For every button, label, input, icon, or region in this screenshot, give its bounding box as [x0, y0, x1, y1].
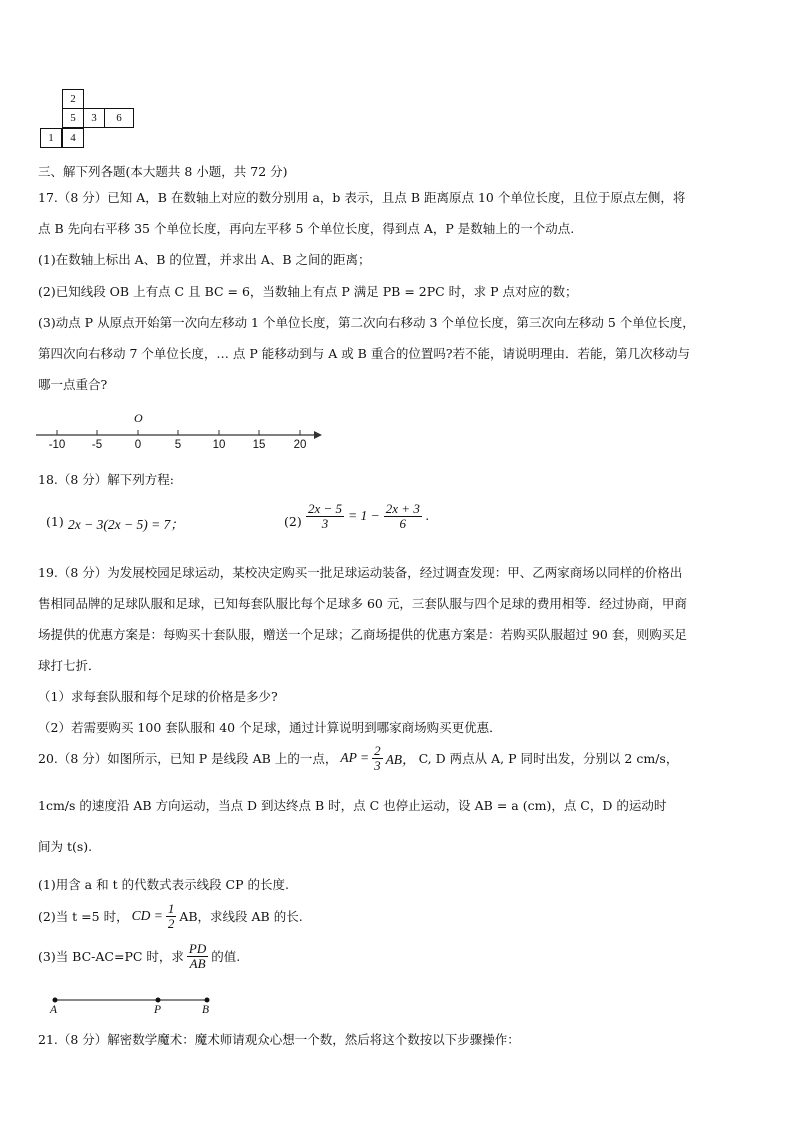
frac-denominator: 6 — [399, 515, 407, 531]
q20-cd: CD = — [131, 908, 163, 924]
tick-label: 15 — [252, 439, 266, 451]
q20-part2 — [38, 902, 303, 930]
section-header: 三、解下列各题(本大题共 8 小题，共 72 分) — [38, 164, 288, 179]
q17-part3-c: 哪一点重合? — [38, 377, 108, 392]
q20-part3-text: (3)当 BC-AC=PC 时，求 — [38, 949, 184, 965]
frac-denominator: AB — [189, 955, 206, 971]
net-cell: 5 — [62, 108, 84, 128]
q18-eq2-frac2 — [384, 502, 422, 530]
frac-numerator: 1 — [167, 901, 175, 916]
q18-eq2-middle: = 1 − — [348, 508, 380, 524]
frac-denominator: 2 — [167, 915, 175, 931]
q20-ab: AB， — [385, 752, 416, 768]
tick-label: -10 — [48, 439, 66, 451]
q18-title: 18.（8 分）解下列方程: — [38, 472, 175, 487]
q18-eq2 — [306, 502, 429, 530]
segment-line — [40, 992, 220, 1008]
point-label-p: P — [154, 1004, 162, 1016]
net-cell: 2 — [62, 89, 84, 109]
frac-denominator: 3 — [374, 757, 381, 773]
q17-part3-a: (3)动点 P 从原点开始第一次向左移动 1 个单位长度，第二次向右移动 3 个单位长度，第三次向左移动 5 个单位长度， — [38, 315, 695, 330]
frac-numerator: 2x − 5 — [308, 501, 343, 516]
tick-label: 20 — [293, 439, 307, 451]
q20-line1-rest: C, D 两点从 A, P 同时出发，分别以 2 cm/s， — [418, 751, 679, 767]
q19-line1: 19.（8 分）为发展校园足球运动，某校决定购买一批足球运动装备，经过调查发现：甲、乙两家商场以同样的价格出 — [38, 565, 683, 580]
q20-line3: 间为 t(s). — [38, 839, 93, 854]
net-cell: 6 — [104, 108, 134, 128]
frac-numerator: 2x + 3 — [385, 501, 420, 516]
q20-part1: (1)用含 a 和 t 的代数式表示线段 CP 的长度. — [38, 877, 289, 892]
q20-part3-rest: 的值. — [211, 949, 241, 965]
q19-sub2: （2）若需要购买 100 套队服和 40 个足球，通过计算说明到哪家商场购买更优惠． — [38, 720, 502, 735]
q19-line2: 售相同品牌的足球队服和足球，已知每套队服比每个足球多 60 元，三套队服与四个足球的费用相等．经过协商，甲商 — [38, 596, 687, 611]
net-cell: 1 — [40, 128, 62, 148]
q20-line1 — [38, 744, 678, 772]
axis-origin-label: O — [134, 411, 143, 425]
q19-sub1: （1）求每套队服和每个足球的价格是多少? — [38, 689, 278, 704]
q19-line3: 场提供的优惠方案是：每购买十套队服，赠送一个足球；乙商场提供的优惠方案是：若购买队服超过 90 套，则购买足 — [38, 627, 687, 642]
q17-part3-b: 第四次向右移动 7 个单位长度，… 点 P 能移动到与 A 或 B 重合的位置吗?若不能，请说明理由．若能，第几次移动与 — [38, 346, 691, 361]
point-label-a: A — [50, 1004, 58, 1016]
q18-eq2-label: (2) — [284, 514, 302, 529]
q17-line1: 17.（8 分）已知 A，B 在数轴上对应的数分别用 a，b 表示，且点 B 距离原点 10 个单位长度，且位于原点左侧，将 — [38, 190, 686, 205]
q18-eq2-frac1 — [306, 502, 344, 530]
q20-part2-text: (2)当 t =5 时， — [38, 909, 129, 925]
point-label-b: B — [202, 1004, 210, 1016]
q20-part3 — [38, 942, 240, 970]
frac-numerator: 2 — [374, 743, 381, 758]
net-cell: 4 — [62, 128, 84, 148]
q18-eq1-label: (1) — [46, 514, 64, 529]
tick-label: 0 — [134, 439, 142, 451]
q17-part1: (1)在数轴上标出 A、B 的位置，并求出 A、B 之间的距离； — [38, 252, 371, 267]
q20-ap: AP = — [340, 750, 370, 766]
q18-eq2-end: . — [425, 508, 430, 524]
tick-label: 5 — [174, 439, 182, 451]
q21-line1: 21.（8 分）解密数学魔术：魔术师请观众心想一个数，然后将这个数按以下步骤操作： — [38, 1032, 520, 1047]
tick-label: 10 — [212, 439, 226, 451]
q20-cd-frac — [166, 902, 177, 930]
q20-ap-frac — [372, 744, 383, 772]
q19-line4: 球打七折． — [38, 658, 101, 673]
q17-line2: 点 B 先向右平移 35 个单位长度，再向左平移 5 个单位长度，得到点 A，P 是数轴上的一个动点. — [38, 221, 575, 236]
q17-part2: (2)已知线段 OB 上有点 C 且 BC = 6，当数轴上有点 P 满足 PB = 2PC 时，求 P 点对应的数； — [38, 284, 578, 299]
q20-pd-frac — [187, 942, 208, 970]
q20-line2: 1cm/s 的速度沿 AB 方向运动，当点 D 到达终点 B 时，点 C 也停止运动，设 AB = a (cm)，点 C，D 的运动时 — [38, 798, 667, 813]
frac-denominator: 3 — [321, 515, 329, 531]
q18-eq1: 2x − 3(2x − 5) = 7； — [68, 517, 184, 532]
net-cell: 3 — [83, 108, 105, 128]
q20-part2-rest: AB，求线段 AB 的长. — [179, 909, 303, 925]
frac-numerator: PD — [188, 941, 207, 956]
q20-line1-text: 20.（8 分）如图所示，已知 P 是线段 AB 上的一点， — [38, 751, 338, 767]
tick-label: -5 — [91, 439, 103, 451]
